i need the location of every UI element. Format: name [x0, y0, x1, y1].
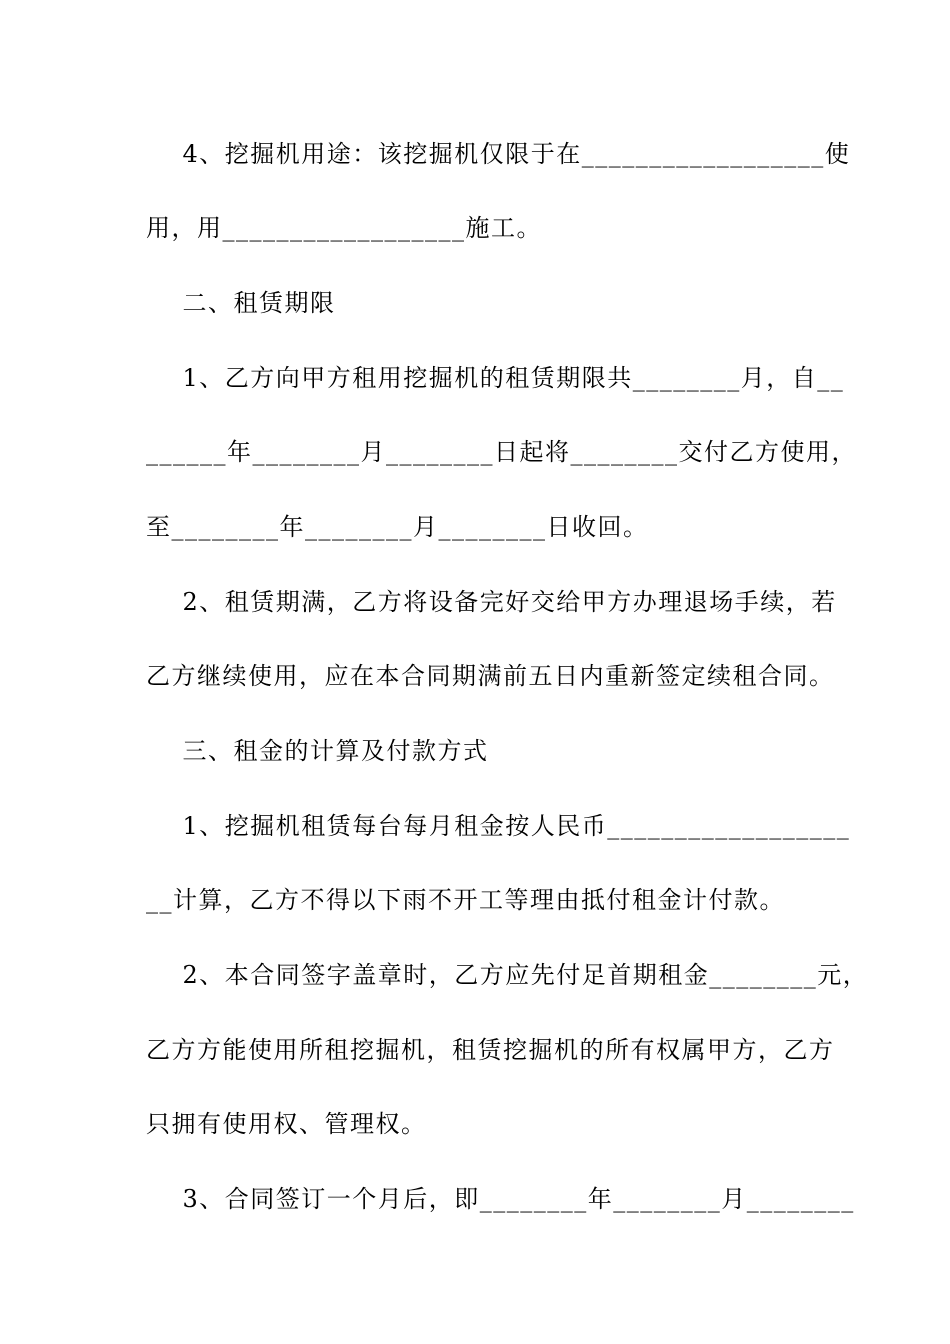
- clause-4-usage-cont: 用，用__________________施工。: [146, 214, 542, 242]
- lease-term-clause-1-cont: ______年________月________日起将________交付乙方使用，: [146, 438, 857, 466]
- lease-term-clause-1-end: 至________年________月________日收回。: [146, 513, 649, 541]
- section-heading-lease-term: 二、租赁期限: [146, 289, 336, 317]
- lease-term-clause-2-cont: 乙方继续使用，应在本合同期满前五日内重新签定续租合同。: [146, 662, 835, 690]
- rent-clause-1-cont: __计算，乙方不得以下雨不开工等理由抵付租金计付款。: [146, 886, 785, 914]
- section-heading-rent: 三、租金的计算及付款方式: [146, 737, 489, 765]
- rent-clause-2: 2、本合同签字盖章时，乙方应先付足首期租金________元，: [146, 961, 869, 989]
- rent-clause-1: 1、挖掘机租赁每台每月租金按人民币__________________: [146, 812, 851, 840]
- lease-term-clause-1: 1、乙方向甲方租用挖掘机的租赁期限共________月，自__: [146, 364, 845, 392]
- rent-clause-2-end: 只拥有使用权、管理权。: [146, 1110, 427, 1138]
- rent-clause-3: 3、合同签订一个月后，即________年________月________: [146, 1185, 855, 1213]
- clause-4-usage: 4、挖掘机用途：该挖掘机仅限于在__________________使: [146, 140, 851, 168]
- rent-clause-2-cont: 乙方方能使用所租挖掘机，租赁挖掘机的所有权属甲方，乙方: [146, 1036, 835, 1064]
- lease-term-clause-2: 2、租赁期满，乙方将设备完好交给甲方办理退场手续，若: [146, 588, 837, 616]
